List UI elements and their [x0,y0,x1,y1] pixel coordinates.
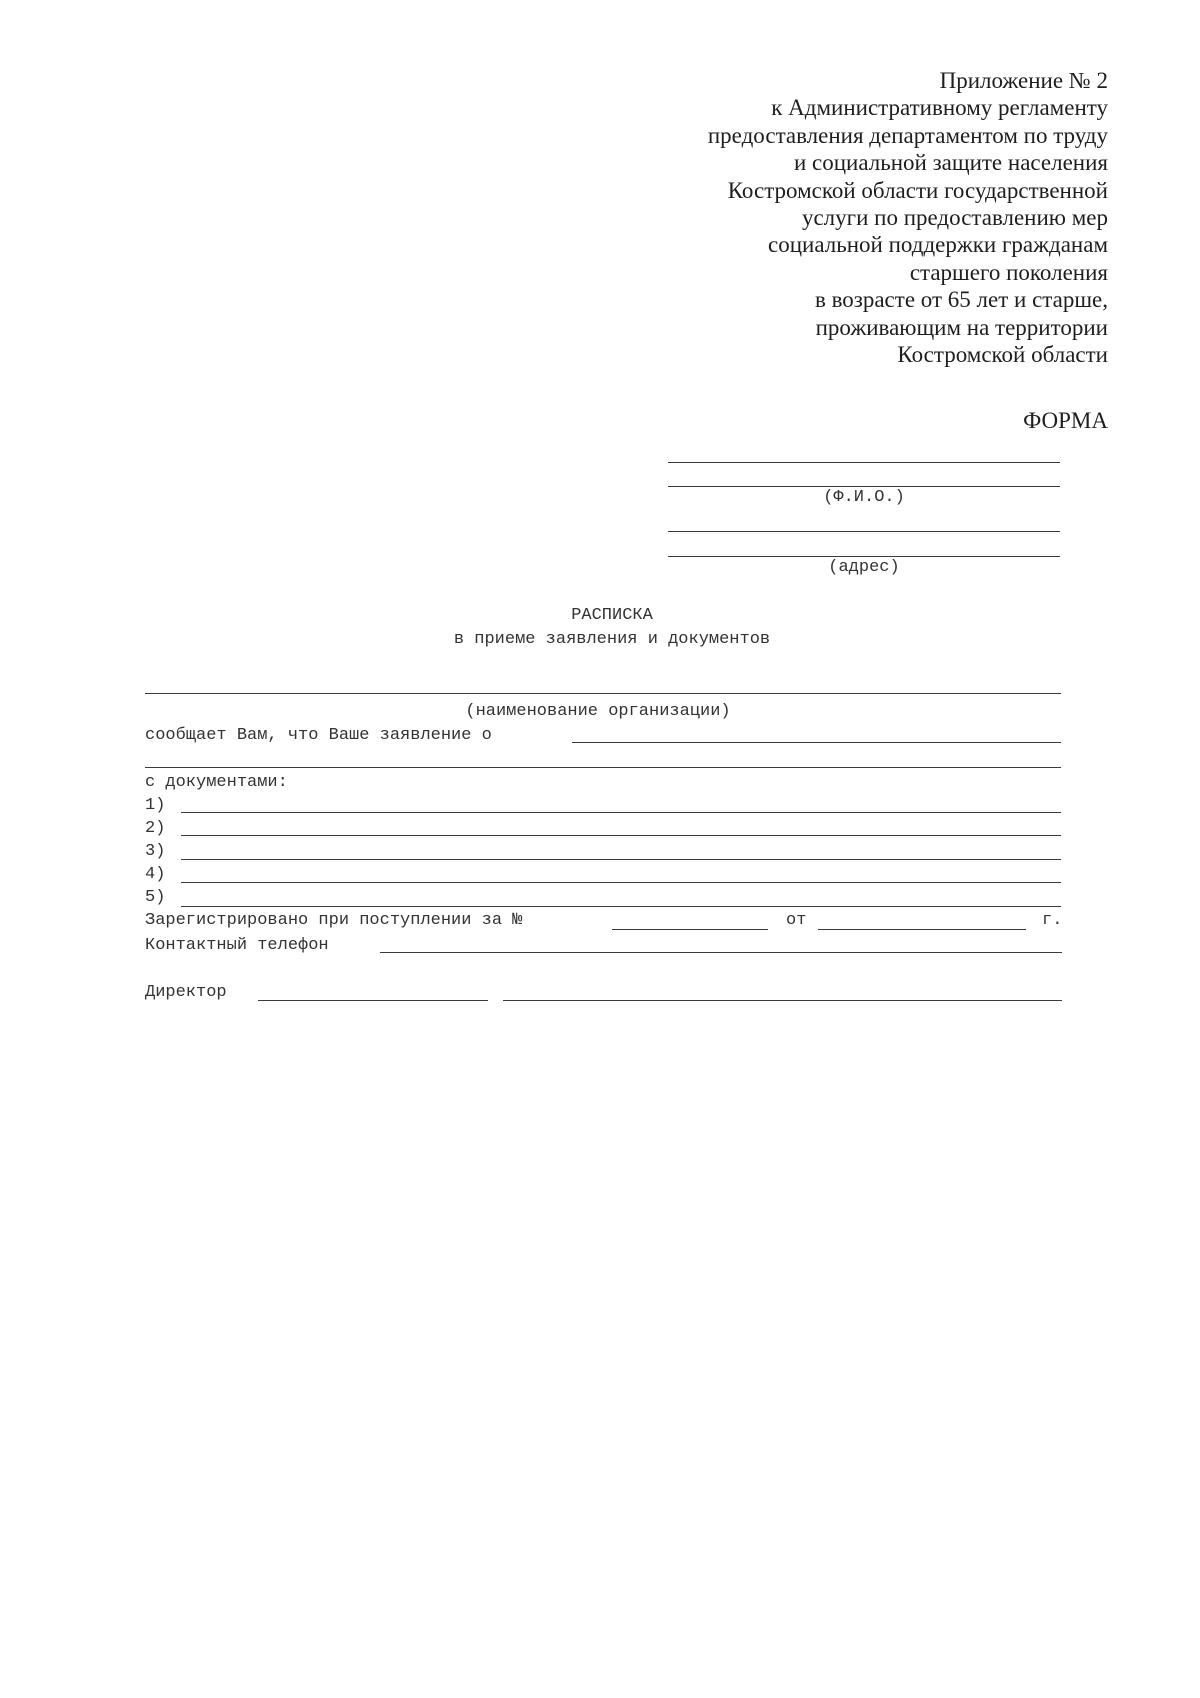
appendix-line: старшего поколения [909,259,1108,285]
document-item-number: 1) [145,796,166,815]
fio-line-1[interactable] [668,462,1060,463]
appendix-line: Приложение № 2 [939,68,1108,93]
director-label: Директор [145,983,227,1002]
document-item-number: 3) [145,842,166,861]
application-subject-line-2[interactable] [145,767,1061,768]
document-item-number: 4) [145,865,166,884]
appendix-line: услуги по предоставлению мер [801,205,1108,231]
registered-text: Зарегистрировано при поступлении за № [145,911,523,930]
receipt-subtitle: в приеме заявления и документов [453,630,771,649]
document-item-number: 2) [145,819,166,838]
address-line-2[interactable] [668,556,1060,557]
from-text: от [786,911,807,930]
fio-caption: (Ф.И.О.) [823,488,905,507]
appendix-line: социальной поддержки гражданам [768,232,1108,258]
appendix-line: проживающим на территории [815,314,1108,340]
director-signature-line[interactable] [258,1000,488,1001]
application-subject-line[interactable] [572,742,1061,743]
phone-line[interactable] [380,952,1062,953]
document-item-number: 5) [145,888,166,907]
document-item-line[interactable] [181,859,1061,860]
appendix-line: в возрасте от 65 лет и старше, [814,287,1108,313]
director-name-line[interactable] [503,1000,1062,1001]
appendix-line: к Административному регламенту [771,95,1108,121]
document-item-line[interactable] [181,882,1061,883]
receipt-title: РАСПИСКА [571,606,653,625]
document-item-line[interactable] [181,812,1061,813]
form-label: ФОРМА [1023,408,1108,433]
appendix-line: Костромской области государственной [727,177,1108,203]
informs-text: сообщает Вам, что Ваше заявление о [145,726,492,745]
year-suffix: г. [1042,911,1063,930]
document-item-line[interactable] [181,906,1061,907]
fio-line-2[interactable] [668,486,1060,487]
organization-line[interactable] [145,693,1061,694]
appendix-header [588,67,1108,368]
registration-date-line[interactable] [818,929,1026,930]
address-line-1[interactable] [668,531,1060,532]
phone-label: Контактный телефон [145,936,329,955]
address-caption: (адрес) [828,558,900,577]
appendix-line: и социальной защите населения [793,150,1108,176]
organization-caption: (наименование организации) [465,702,731,721]
documents-label: с документами: [145,773,288,792]
appendix-line: предоставления департаментом по труду [707,122,1108,148]
document-item-line[interactable] [181,835,1061,836]
registration-number-line[interactable] [612,929,768,930]
appendix-line: Костромской области [897,342,1108,368]
